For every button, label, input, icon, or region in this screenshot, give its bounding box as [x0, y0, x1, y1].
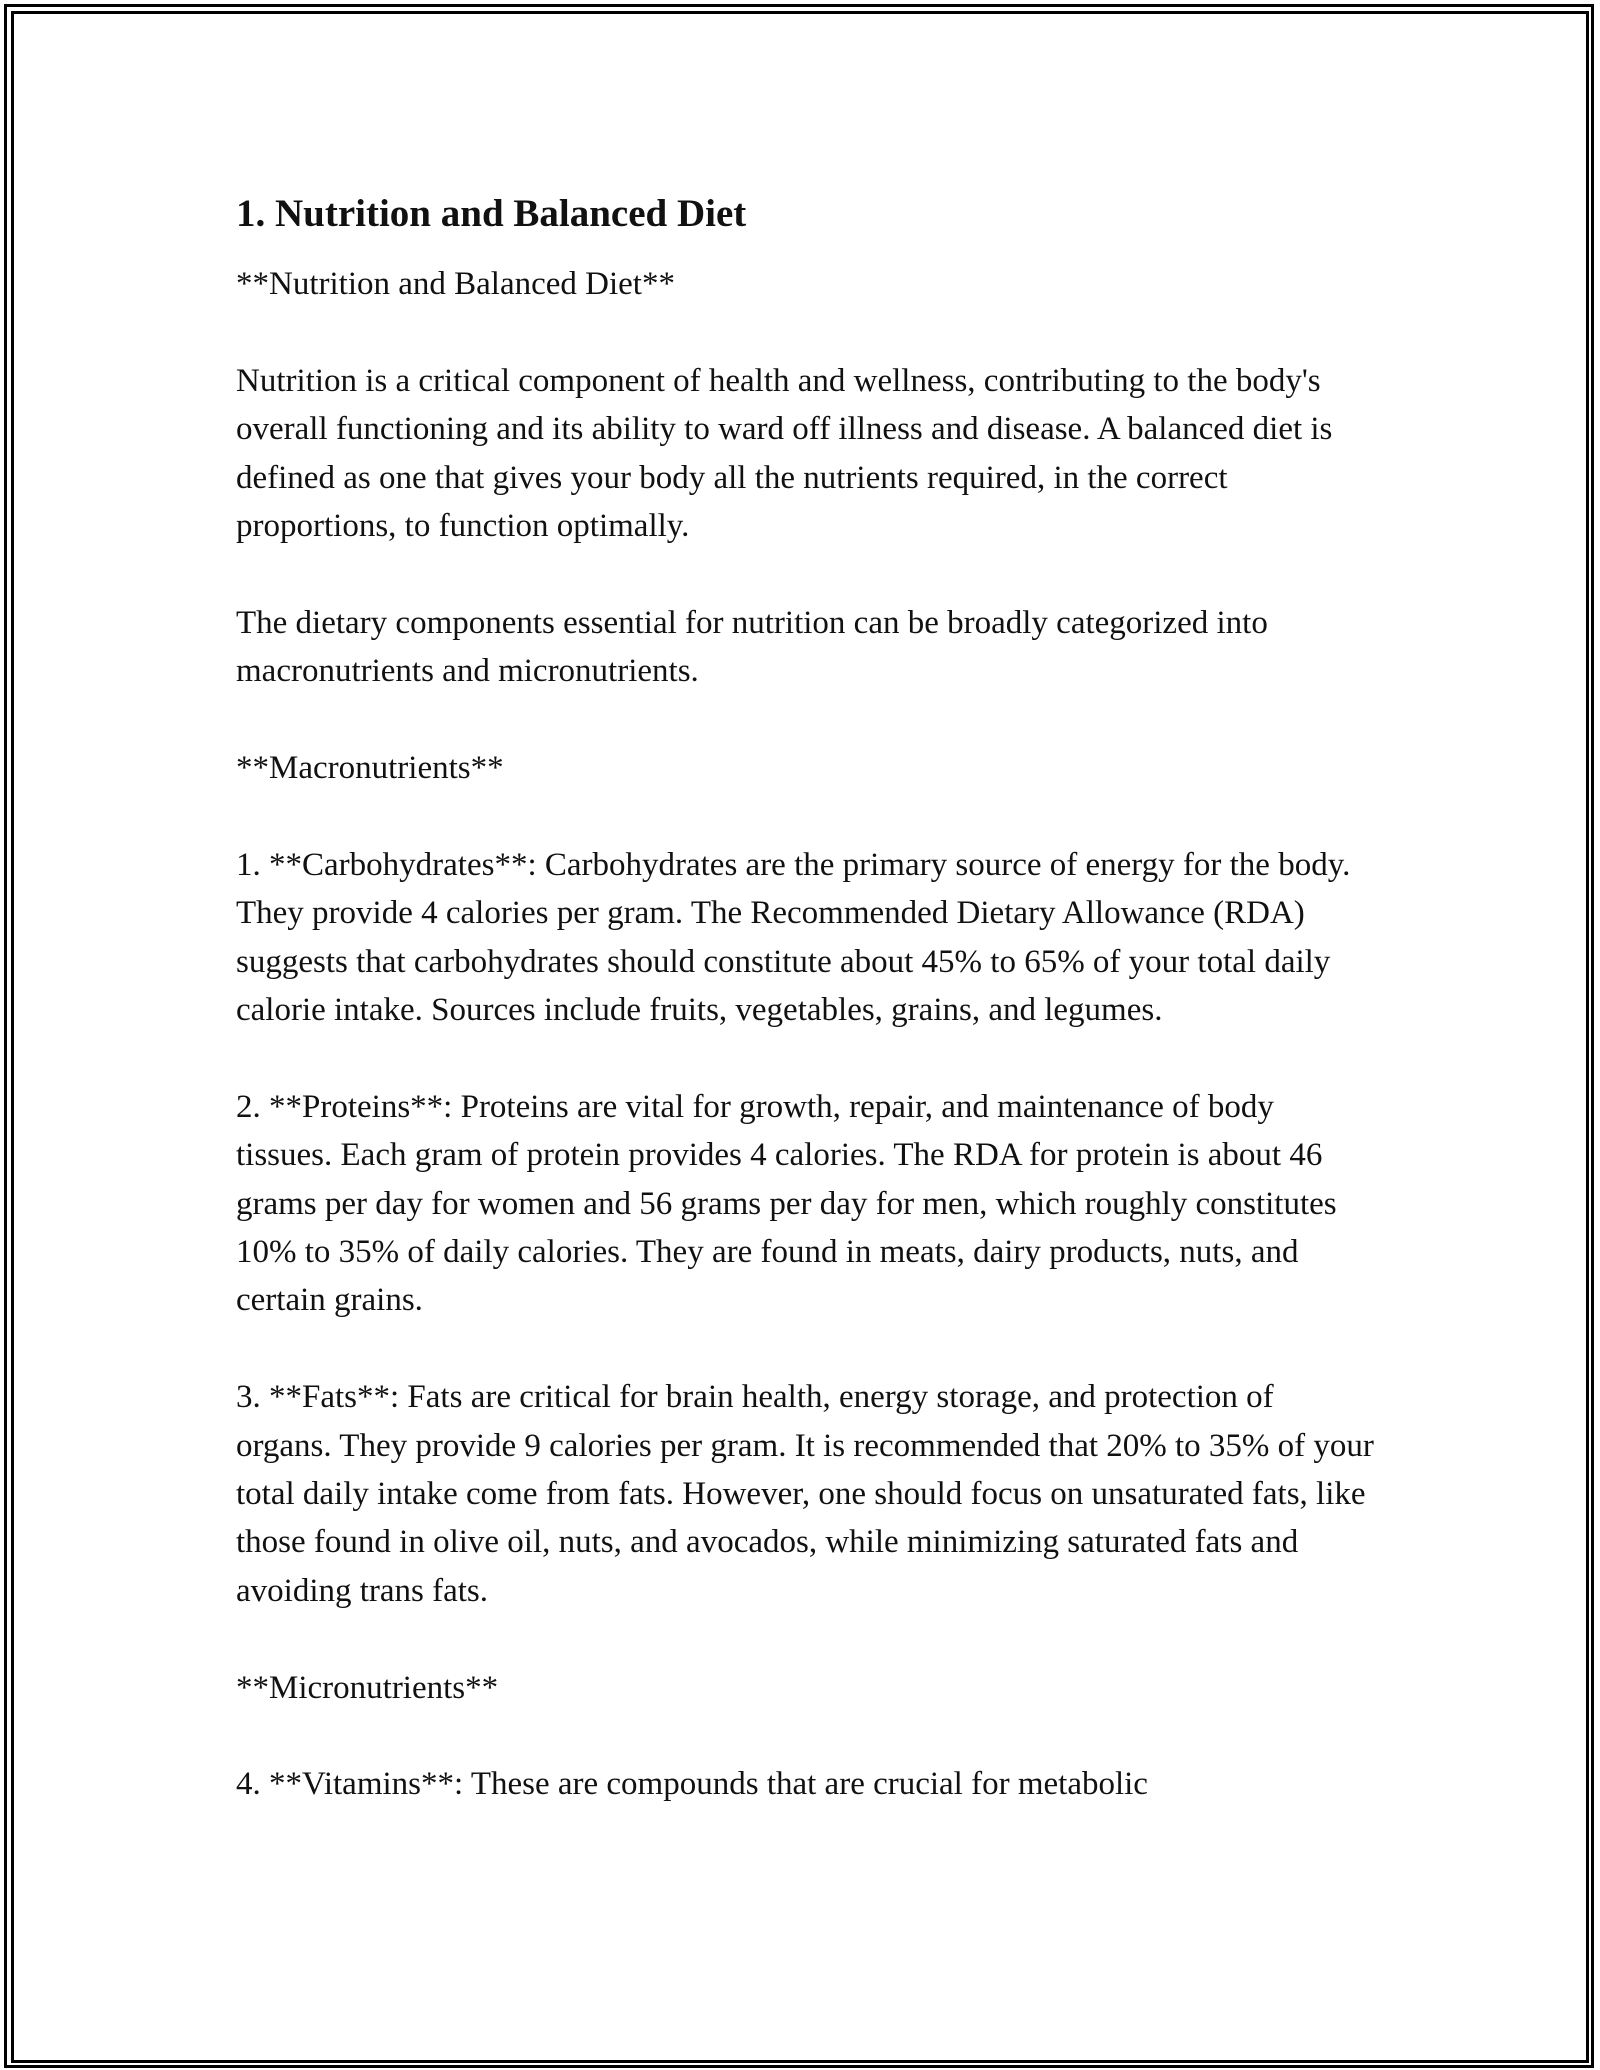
- section-heading: 1. Nutrition and Balanced Diet: [236, 192, 747, 235]
- carbohydrates-paragraph: 1. **Carbohydrates**: Carbohydrates are the primary source of energy for the body. They provide 4 calories per gram. The Recommended Dietary Allowance (RDA) suggests that carbohydrates should constitute about 45% to 65% of your total daily calorie intake. Sources include fruits, vegetables, grains, and legumes.: [236, 846, 1351, 1029]
- document-body: [236, 180, 1376, 1809]
- micronutrients-heading: **Micronutrients**: [236, 1669, 499, 1706]
- subtitle-paragraph: **Nutrition and Balanced Diet**: [236, 266, 675, 302]
- proteins-paragraph: 2. **Proteins**: Proteins are vital for growth, repair, and maintenance of body tissues. Each gram of protein provides 4 calories. The RDA for protein is about 46 grams per day for women and 56 grams per day for men, which roughly constitutes 10% to 35% of daily calories. They are found in meats, dairy products, nuts, and certain grains.: [236, 1088, 1337, 1319]
- vitamins-paragraph: 4. **Vitamins**: These are compounds that are crucial for metabolic: [236, 1766, 1148, 1803]
- intro-paragraph: Nutrition is a critical component of health and wellness, contributing to the body's overall functioning and its ability to ward off illness and disease. A balanced diet is defined as one that gives your body all the nutrients required, in the correct proportions, to function optimally.: [236, 362, 1333, 545]
- categories-paragraph: The dietary components essential for nutrition can be broadly categorized into macronutrients and micronutrients.: [236, 604, 1268, 690]
- fats-paragraph: 3. **Fats**: Fats are critical for brain health, energy storage, and protection of organs. They provide 9 calories per gram. It is recommended that 20% to 35% of your total daily intake come from fats. However, one should focus on unsaturated fats, like those found in olive oil, nuts, and avocados, while minimizing saturated fats and avoiding trans fats.: [236, 1379, 1374, 1609]
- macronutrients-heading: **Macronutrients**: [236, 750, 504, 787]
